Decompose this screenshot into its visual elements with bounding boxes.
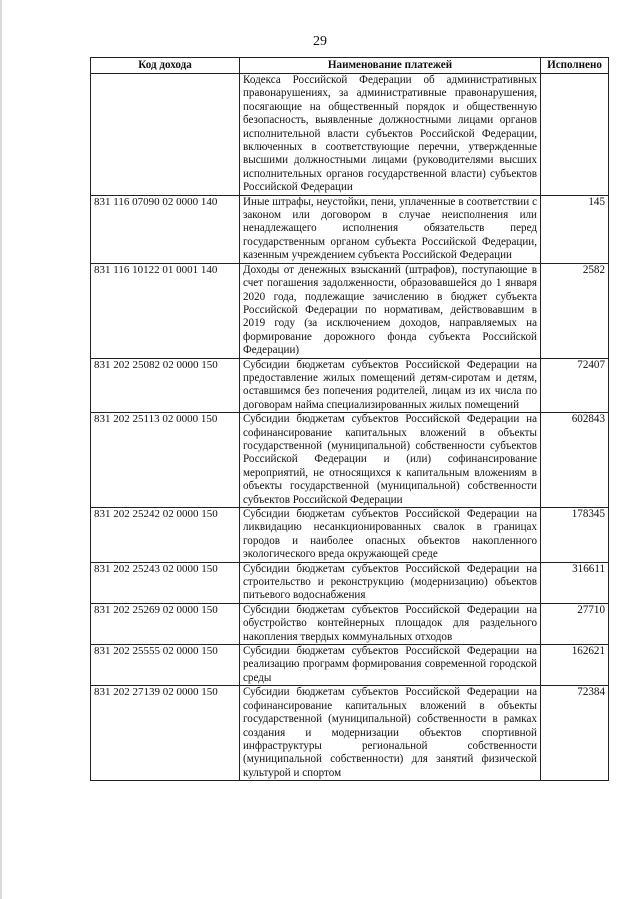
row-code: 831 202 25242 02 0000 150 xyxy=(91,508,240,563)
row-name: Субсидии бюджетам субъектов Российской Федерации на софинансирование капитальных вложений в объекты государственной (муниципальной) собственности субъектов Российской Федерации и (или) софинансирование мероприятий, не относящихся к капитальным вложениям в объекты государственной (муниципальной) собственности субъектов Российской Федерации xyxy=(240,413,541,508)
table-header-row xyxy=(91,58,609,74)
row-name: Субсидии бюджетам субъектов Российской Федерации на ликвидацию несанкционированных свалок в границах городов и наиболее опасных объектов накопленного экологического вреда окружающей среде xyxy=(240,508,541,563)
table-row xyxy=(91,413,609,508)
row-done: 178345 xyxy=(541,508,609,563)
row-name: Субсидии бюджетам субъектов Российской Федерации на реализацию программ формирования современной городской среды xyxy=(240,645,541,686)
row-code: 831 116 07090 02 0000 140 xyxy=(91,195,240,263)
table-row xyxy=(91,603,609,644)
row-code: 831 202 25082 02 0000 150 xyxy=(91,358,240,413)
table-row xyxy=(91,686,609,781)
row-name: Субсидии бюджетам субъектов Российской Федерации на предоставление жилых помещений детям-сиротам и детям, оставшимся без попечения родителей, лицам из их числа по договорам найма специализированных жилых помещений xyxy=(240,358,541,413)
table-row xyxy=(91,263,609,358)
scan-edge xyxy=(0,0,2,899)
row-done xyxy=(541,74,609,196)
row-code: 831 116 10122 01 0001 140 xyxy=(91,263,240,358)
row-name: Субсидии бюджетам субъектов Российской Федерации на софинансирование капитальных вложений в объекты государственной (муниципальной) собственности в рамках создания и модернизации объектов спортивной инфраструктуры региональной собственности (муниципальной собственности) для занятий физической культурой и спортом xyxy=(240,686,541,781)
row-code: 831 202 25555 02 0000 150 xyxy=(91,645,240,686)
row-code xyxy=(91,74,240,196)
row-code: 831 202 25243 02 0000 150 xyxy=(91,562,240,603)
page-number: 29 xyxy=(313,34,327,49)
row-code: 831 202 25113 02 0000 150 xyxy=(91,413,240,508)
header-name: Наименование платежей xyxy=(240,58,541,74)
row-done: 27710 xyxy=(541,603,609,644)
table-row xyxy=(91,195,609,263)
row-code: 831 202 25269 02 0000 150 xyxy=(91,603,240,644)
table-row xyxy=(91,508,609,563)
row-done: 162621 xyxy=(541,645,609,686)
row-name: Иные штрафы, неустойки, пени, уплаченные в соответствии с законом или договором в случае неисполнения или ненадлежащего исполнения обязательств перед государственным органом субъекта Российской Федерации, казенным учреждением субъекта Российской Федерации xyxy=(240,195,541,263)
row-name: Субсидии бюджетам субъектов Российской Федерации на строительство и реконструкцию (модернизацию) объектов питьевого водоснабжения xyxy=(240,562,541,603)
row-done: 72407 xyxy=(541,358,609,413)
row-done: 316611 xyxy=(541,562,609,603)
header-done: Исполнено xyxy=(541,58,609,74)
header-code: Код дохода xyxy=(91,58,240,74)
table-row xyxy=(91,358,609,413)
table-row xyxy=(91,562,609,603)
row-done: 2582 xyxy=(541,263,609,358)
row-done: 145 xyxy=(541,195,609,263)
table-row xyxy=(91,645,609,686)
row-name: Кодекса Российской Федерации об административных правонарушениях, за административные правонарушения, посягающие на общественный порядок и общественную безопасность, выявленные должностными лицами органов исполнительной власти субъектов Российской Федерации, включенных в соответствующие перечни, утвержденные высшими должностными лицами (руководителями высших исполнительных органов государственной власти) субъектов Российской Федерации xyxy=(240,74,541,196)
row-code: 831 202 27139 02 0000 150 xyxy=(91,686,240,781)
row-done: 72384 xyxy=(541,686,609,781)
row-done: 602843 xyxy=(541,413,609,508)
revenue-table xyxy=(90,57,609,781)
row-name: Доходы от денежных взысканий (штрафов), поступающие в счет погашения задолженности, образовавшейся до 1 января 2020 года, подлежащие зачислению в бюджет субъекта Российской Федерации по нормативам, действовавшим в 2019 году (за исключением доходов, направляемых на формирование дорожного фонда субъекта Российской Федерации) xyxy=(240,263,541,358)
row-name: Субсидии бюджетам субъектов Российской Федерации на обустройство контейнерных площадок для раздельного накопления твердых коммунальных отходов xyxy=(240,603,541,644)
table-row xyxy=(91,74,609,196)
